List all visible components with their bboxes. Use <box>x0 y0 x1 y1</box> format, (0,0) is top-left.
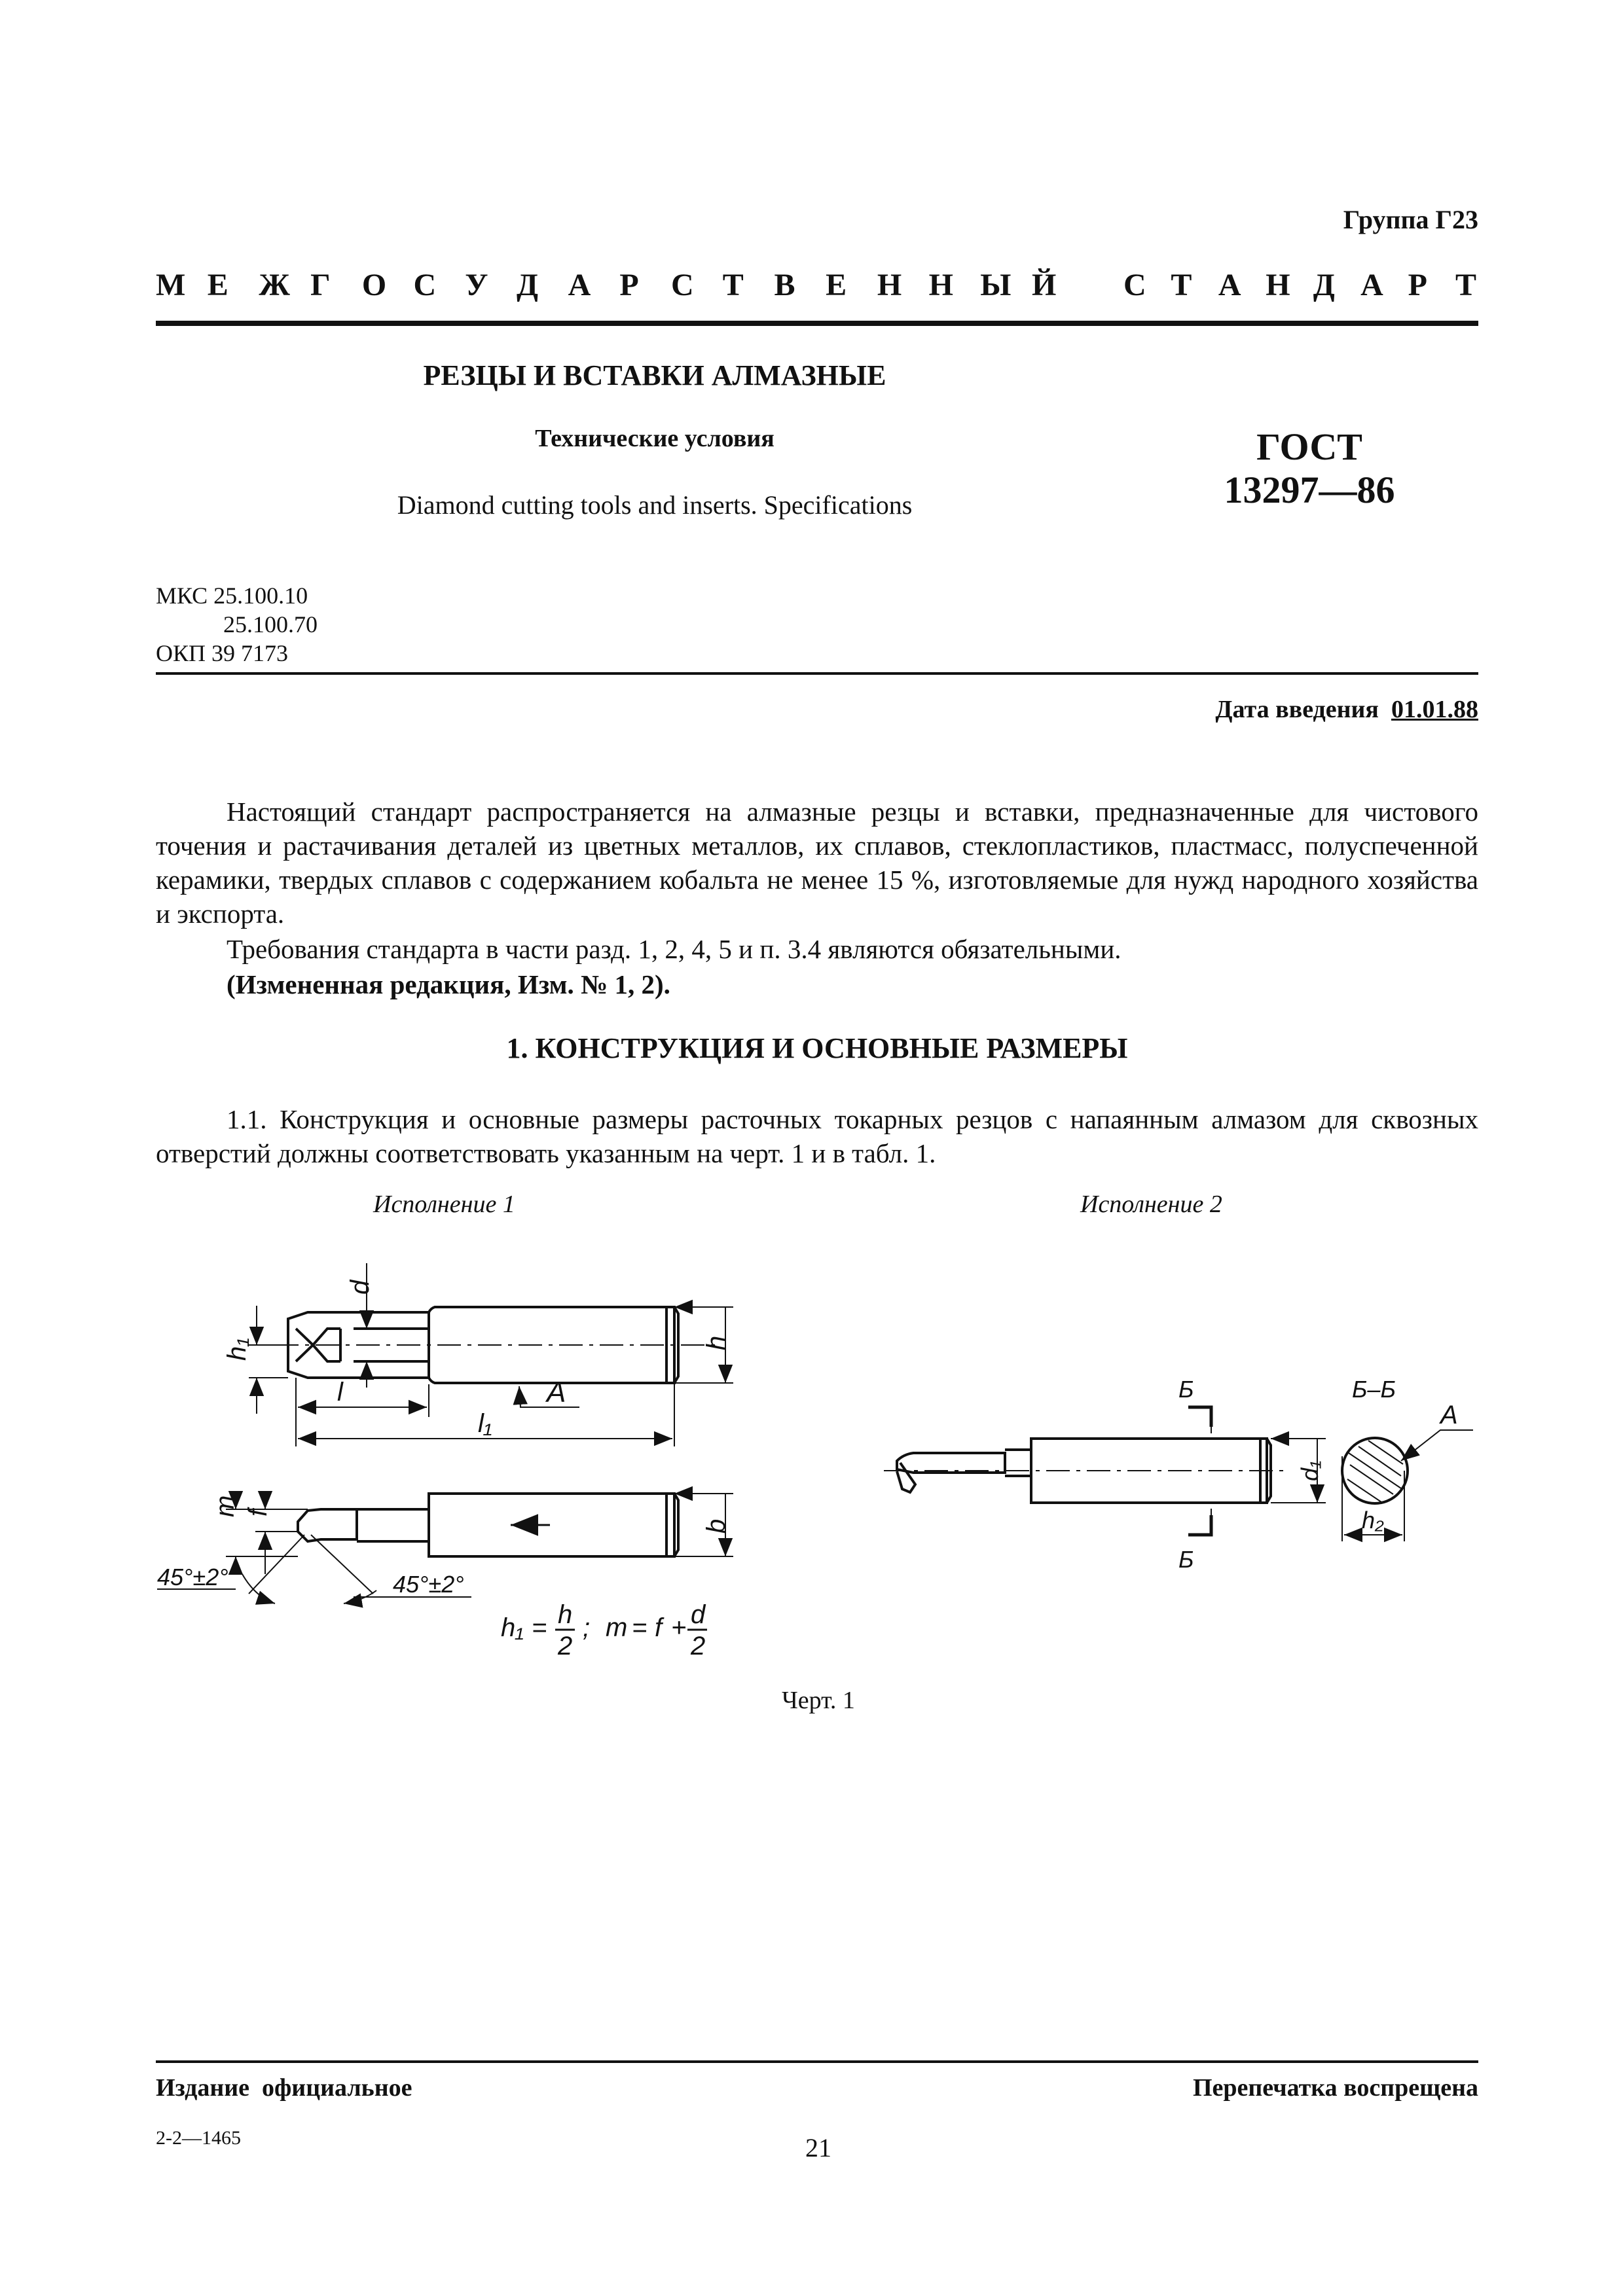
angle-label-left: 45°±2° <box>157 1564 228 1590</box>
banner-letter: Р <box>1408 268 1427 302</box>
dim-d-label: d <box>346 1280 374 1295</box>
dim-m-label: m <box>211 1495 240 1517</box>
dim-h2-label: h₂ <box>1362 1507 1384 1534</box>
formula-two-1: 2 <box>558 1632 573 1660</box>
banner-letter: Е <box>207 268 228 302</box>
dim-l-label: l <box>337 1378 343 1407</box>
dim-h-label: h <box>702 1335 731 1350</box>
banner-letter: С <box>671 268 694 302</box>
banner-letter: Т <box>1171 268 1192 302</box>
mks-code-1: 25.100.10 <box>213 583 308 609</box>
banner-letter: Н <box>877 268 902 302</box>
mks-code-2: 25.100.70 <box>223 611 318 637</box>
variant-1-label: Исполнение 1 <box>373 1191 515 1218</box>
formula-d: d <box>691 1600 706 1629</box>
dim-d1-label: d₁ <box>1296 1460 1323 1481</box>
banner-letter: А <box>1218 268 1241 302</box>
section-mark-bottom: Б <box>1178 1546 1194 1573</box>
banner-letter: Т <box>1455 268 1477 302</box>
intro-date-value: 01.01.88 <box>1391 696 1478 723</box>
formula-f: f <box>655 1613 663 1642</box>
section-heading: 1. КОНСТРУКЦИЯ И ОСНОВНЫЕ РАЗМЕРЫ <box>506 1032 1128 1064</box>
banner-letter: Ж <box>259 268 290 302</box>
dim-h1-label: h₁ <box>223 1338 251 1361</box>
gost-label: ГОСТ <box>1256 425 1362 468</box>
surface-a-label: A <box>547 1376 566 1408</box>
banner-letter: О <box>361 268 387 302</box>
formula-h: h <box>558 1600 573 1629</box>
formula <box>501 1600 707 1660</box>
clause-1-1: 1.1. Конструкция и основные размеры расточных токарных резцов с напаянным алмазом для сквозных отверстий должны соответствовать указанным на черт. 1 и в табл. 1. <box>156 1104 1478 1168</box>
official-edition: Издание официальное <box>156 2074 412 2102</box>
dim-f-label: f <box>244 1509 272 1516</box>
banner-letter: В <box>774 268 795 302</box>
banner-letter: С <box>1123 268 1146 302</box>
mks-label: МКС <box>156 583 208 609</box>
svg-text:=: = <box>632 1613 647 1642</box>
group-label: Группа Г23 <box>1343 205 1478 234</box>
banner-letter: Е <box>826 268 847 302</box>
banner-letter: А <box>568 268 591 302</box>
dim-l1-label: l₁ <box>478 1409 492 1438</box>
formula-two-2: 2 <box>691 1632 706 1660</box>
variant-2-label: Исполнение 2 <box>1080 1191 1222 1218</box>
svg-text:=: = <box>532 1613 547 1642</box>
gost-code: 13297—86 <box>1224 469 1395 511</box>
document-title: РЕЗЦЫ И ВСТАВКИ АЛМАЗНЫЕ <box>423 359 886 391</box>
figure-caption: Черт. 1 <box>782 1687 855 1714</box>
english-title: Diamond cutting tools and inserts. Specifications <box>397 490 913 520</box>
print-code: 2-2—1465 <box>156 2127 241 2149</box>
page-number: 21 <box>805 2133 831 2162</box>
amendment-note: (Измененная редакция, Изм. № 1, 2). <box>227 969 670 999</box>
dim-b-label: b <box>702 1518 731 1534</box>
reprint-prohibited: Перепечатка воспрещена <box>1192 2074 1478 2102</box>
banner-letter: Д <box>516 268 538 302</box>
document-subtitle: Технические условия <box>535 425 775 452</box>
banner-letter: Й <box>1032 268 1057 302</box>
svg-text:+: + <box>671 1613 687 1642</box>
banner-letter: Т <box>722 268 744 302</box>
section-mark-top: Б <box>1178 1376 1194 1403</box>
section-a-label: A <box>1440 1401 1458 1429</box>
banner-letter: У <box>465 268 488 302</box>
intro-date-label: Дата введения <box>1215 696 1379 723</box>
section-title: Б–Б <box>1352 1376 1396 1403</box>
banner-letter: Н <box>1266 268 1290 302</box>
formula-h1: h₁ <box>501 1613 524 1642</box>
scope-paragraph: Настоящий стандарт распространяется на алмазные резцы и вставки, предназначенные для чистового точения и растачивания деталей из цветных металлов, их сплавов, стеклопластиков, пластмасс, полуспеченной керамики, твердых сплавов с содержанием кобальта не менее 15 %, изготовляемые для нужд народного хозяйства и экспорта. <box>156 797 1478 929</box>
banner-letter: Н <box>928 268 953 302</box>
banner-letter: М <box>156 268 186 302</box>
banner-letter: Д <box>1313 268 1335 302</box>
requirements-paragraph: Требования стандарта в части разд. 1, 2, 4, 5 и п. 3.4 являются обязательными. <box>227 934 1122 964</box>
formula-m: m <box>606 1613 628 1642</box>
svg-text:;: ; <box>583 1613 591 1642</box>
banner-letter: А <box>1360 268 1383 302</box>
footer-rule <box>156 2060 1478 2063</box>
angle-label-right: 45°±2° <box>393 1571 464 1598</box>
cutter-variant-2 <box>884 1407 1473 1541</box>
banner-letter: Г <box>310 268 331 302</box>
banner-letter: С <box>413 268 437 302</box>
banner-letter: Ы <box>980 268 1012 302</box>
banner-letter: Р <box>619 268 639 302</box>
okp-code: ОКП 39 7173 <box>156 640 289 666</box>
